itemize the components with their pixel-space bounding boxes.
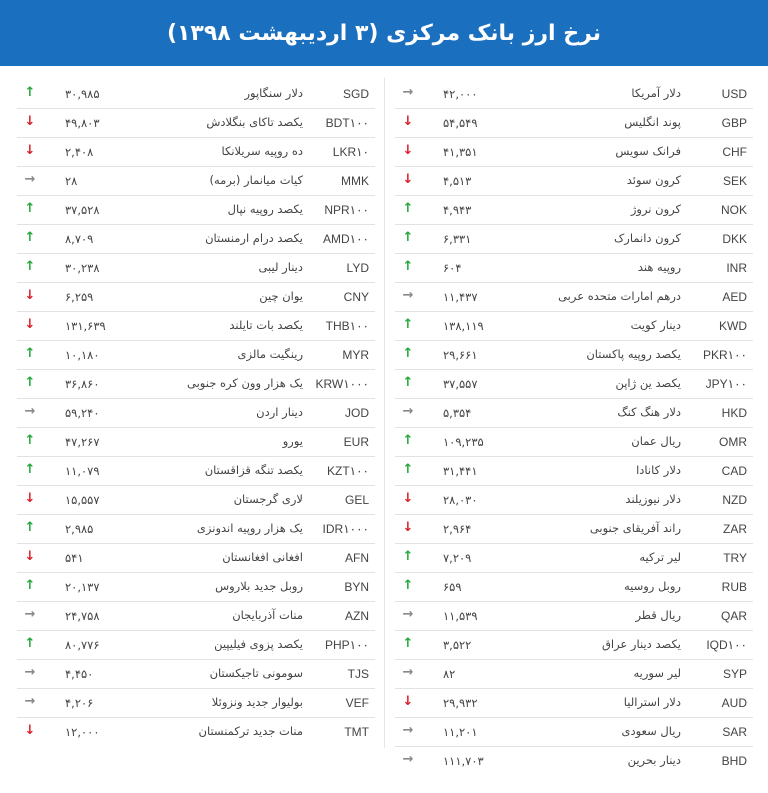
currency-code: MYR [342, 348, 369, 362]
exchange-rate: ۵۹,۲۴۰ [65, 406, 100, 420]
currency-code: SGD [342, 87, 369, 101]
currency-name: روپیه هند [637, 260, 681, 274]
rate-row [395, 283, 753, 312]
currency-code: LYD [346, 261, 369, 275]
arrow-up-icon: ↑ [402, 346, 414, 361]
currency-name: روبل جدید بلاروس [215, 579, 303, 593]
exchange-rate: ۱۰,۱۸۰ [65, 348, 100, 362]
exchange-rate: ۱۱,۲۰۱ [443, 725, 478, 739]
rate-row [17, 196, 375, 225]
arrow-up-icon: ↑ [24, 578, 36, 593]
arrow-up-icon: ↑ [402, 462, 414, 477]
currency-name: دلار استرالیا [623, 695, 681, 709]
currency-code: IQD۱۰۰ [706, 638, 747, 652]
currency-name: یکصد تنگه قزاقستان [204, 463, 303, 477]
arrow-right-icon: → [402, 404, 414, 419]
rate-row [17, 515, 375, 544]
arrow-up-icon: ↑ [24, 230, 36, 245]
arrow-right-icon: → [24, 694, 36, 709]
currency-code: HKD [721, 406, 747, 420]
arrow-up-icon: ↑ [402, 636, 414, 651]
rate-row [17, 138, 375, 167]
currency-code: PHP۱۰۰ [324, 638, 369, 652]
currency-code: BHD [721, 754, 747, 768]
currency-name: ریال عمان [631, 434, 681, 448]
arrow-down-icon: ↓ [402, 172, 414, 187]
currency-name: دلار آمریکا [631, 86, 681, 100]
arrow-down-icon: ↓ [24, 549, 36, 564]
rate-row [17, 283, 375, 312]
currency-name: رینگیت مالزی [237, 347, 303, 361]
rate-row [395, 747, 753, 776]
arrow-up-icon: ↑ [24, 462, 36, 477]
currency-name: یکصد ین ژاپن [615, 376, 681, 390]
exchange-rate: ۲۰,۱۳۷ [65, 580, 100, 594]
rate-row [17, 167, 375, 196]
exchange-rate: ۱۱,۰۷۹ [65, 464, 100, 478]
currency-name: دلار سنگاپور [244, 86, 303, 100]
rate-row [395, 399, 753, 428]
currency-name: فرانک سویس [615, 144, 681, 158]
exchange-rate: ۲۸,۰۳۰ [443, 493, 478, 507]
rate-row [395, 689, 753, 718]
currency-name: دینار لیبی [258, 260, 303, 274]
currency-name: دلار هنگ کنگ [617, 405, 681, 419]
currency-code: USD [721, 87, 747, 101]
rate-row [395, 370, 753, 399]
currency-code: AED [722, 290, 747, 304]
arrow-down-icon: ↓ [24, 143, 36, 158]
arrow-up-icon: ↑ [402, 259, 414, 274]
exchange-rate: ۱۰۹,۲۳۵ [443, 435, 484, 449]
arrow-down-icon: ↓ [402, 114, 414, 129]
rate-row [395, 167, 753, 196]
rate-row [17, 660, 375, 689]
exchange-rate: ۶۵۹ [443, 580, 462, 594]
arrow-right-icon: → [402, 288, 414, 303]
rate-row [395, 486, 753, 515]
arrow-down-icon: ↓ [24, 288, 36, 303]
currency-code: CNY [343, 290, 369, 304]
currency-name: کیات میانمار (برمه) [209, 173, 303, 187]
currency-name: ریال سعودی [621, 724, 681, 738]
exchange-rate: ۲,۴۰۸ [65, 145, 94, 159]
currency-code: PKR۱۰۰ [702, 348, 747, 362]
arrow-right-icon: → [24, 404, 36, 419]
rate-row [17, 225, 375, 254]
currency-name: دلار نیوزیلند [625, 492, 681, 506]
rate-row [17, 544, 375, 573]
currency-code: KRW۱۰۰۰ [315, 377, 369, 391]
currency-code: GEL [344, 493, 369, 507]
exchange-rate: ۴۹,۸۰۳ [65, 116, 100, 130]
currency-code: IDR۱۰۰۰ [322, 522, 369, 536]
currency-code: LKR۱۰ [332, 145, 369, 159]
exchange-rate: ۴۲,۰۰۰ [443, 87, 478, 101]
exchange-rate: ۱۱۱,۷۰۳ [443, 754, 484, 768]
rate-row [395, 457, 753, 486]
currency-name: یکصد تاکای بنگلادش [206, 115, 303, 129]
exchange-rate: ۳۷,۵۵۷ [443, 377, 478, 391]
rate-row [395, 515, 753, 544]
currency-code: NPR۱۰۰ [324, 203, 369, 217]
currency-code: AZN [345, 609, 369, 623]
arrow-right-icon: → [402, 723, 414, 738]
rates-column-right [395, 80, 753, 776]
currency-code: JOD [345, 406, 369, 420]
rate-row [17, 573, 375, 602]
arrow-up-icon: ↑ [402, 317, 414, 332]
arrow-right-icon: → [402, 607, 414, 622]
currency-name: یک هزار وون کره جنوبی [187, 376, 303, 390]
exchange-rate: ۲,۹۶۴ [443, 522, 472, 536]
currency-code: ZAR [723, 522, 747, 536]
currency-code: AUD [721, 696, 747, 710]
rate-row [17, 254, 375, 283]
rate-row [395, 544, 753, 573]
arrow-up-icon: ↑ [402, 375, 414, 390]
exchange-rate: ۱۳۱,۶۳۹ [65, 319, 106, 333]
exchange-rate: ۳۰,۲۳۸ [65, 261, 100, 275]
currency-name: ریال قطر [635, 608, 681, 622]
arrow-right-icon: → [24, 172, 36, 187]
currency-code: AFN [345, 551, 369, 565]
rate-row [395, 312, 753, 341]
currency-name: افغانی افغانستان [222, 550, 303, 564]
currency-code: JPY۱۰۰ [705, 377, 747, 391]
currency-code: KWD [719, 319, 747, 333]
exchange-rate: ۱۱,۵۳۹ [443, 609, 478, 623]
rate-row [17, 370, 375, 399]
rate-row [17, 109, 375, 138]
exchange-rate: ۵۴,۵۴۹ [443, 116, 478, 130]
exchange-rate: ۳۷,۵۲۸ [65, 203, 100, 217]
currency-code: TMT [344, 725, 369, 739]
exchange-rate: ۳۱,۴۴۱ [443, 464, 478, 478]
arrow-up-icon: ↑ [402, 578, 414, 593]
arrow-up-icon: ↑ [402, 433, 414, 448]
arrow-up-icon: ↑ [24, 433, 36, 448]
exchange-rate: ۲,۹۸۵ [65, 522, 94, 536]
currency-name: کرون دانمارک [614, 231, 681, 245]
exchange-rate: ۲۸ [65, 174, 78, 188]
currency-code: SYP [722, 667, 747, 681]
rate-row [395, 138, 753, 167]
currency-code: QAR [720, 609, 747, 623]
exchange-rate: ۵,۳۵۴ [443, 406, 472, 420]
rate-row [17, 486, 375, 515]
currency-code: DKK [722, 232, 747, 246]
exchange-rate: ۶,۲۵۹ [65, 290, 94, 304]
currency-name: یک هزار روپیه اندونزی [196, 521, 303, 535]
currency-code: KZT۱۰۰ [327, 464, 369, 478]
currency-name: منات جدید ترکمنستان [198, 724, 303, 738]
page-title: نرخ ارز بانک مرکزی (۳ اردیبهشت ۱۳۹۸) [166, 20, 602, 46]
currency-name: یوان چین [259, 289, 303, 303]
arrow-up-icon: ↑ [24, 346, 36, 361]
exchange-rate: ۲۹,۶۶۱ [443, 348, 478, 362]
currency-code: BDT۱۰۰ [325, 116, 369, 130]
exchange-rate: ۵۴۱ [65, 551, 84, 565]
currency-code: RUB [721, 580, 747, 594]
exchange-rate: ۴,۹۴۳ [443, 203, 472, 217]
arrow-up-icon: ↑ [402, 230, 414, 245]
rates-column-left [17, 80, 375, 747]
currency-code: VEF [345, 696, 369, 710]
arrow-up-icon: ↑ [24, 520, 36, 535]
header-banner [0, 0, 768, 66]
currency-name: دینار بحرین [627, 753, 681, 767]
rate-row [395, 428, 753, 457]
rate-row [17, 689, 375, 718]
currency-name: یکصد پزوی فیلیپین [214, 637, 303, 651]
arrow-down-icon: ↓ [24, 723, 36, 738]
exchange-rate: ۸,۷۰۹ [65, 232, 94, 246]
currency-code: INR [726, 261, 747, 275]
rate-row [17, 80, 375, 109]
currency-name: کرون سوئد [626, 173, 681, 187]
currency-code: GBP [721, 116, 747, 130]
currency-code: NZD [722, 493, 747, 507]
arrow-down-icon: ↓ [402, 520, 414, 535]
arrow-down-icon: ↓ [402, 143, 414, 158]
arrow-right-icon: → [24, 607, 36, 622]
currency-code: TRY [723, 551, 747, 565]
rate-row [395, 602, 753, 631]
rate-row [395, 341, 753, 370]
currency-name: بولیوار جدید ونزوئلا [211, 695, 303, 709]
currency-name: لاری گرجستان [233, 492, 303, 506]
arrow-right-icon: → [402, 85, 414, 100]
rate-row [395, 109, 753, 138]
currency-name: یورو [282, 434, 303, 448]
currency-code: CHF [722, 145, 747, 159]
arrow-up-icon: ↑ [24, 85, 36, 100]
arrow-down-icon: ↓ [24, 114, 36, 129]
currency-code: AMD۱۰۰ [322, 232, 369, 246]
currency-name: پوند انگلیس [624, 115, 681, 129]
arrow-up-icon: ↑ [24, 375, 36, 390]
arrow-right-icon: → [24, 665, 36, 680]
currency-code: EUR [343, 435, 369, 449]
exchange-rate: ۱۵,۵۵۷ [65, 493, 100, 507]
rate-row [395, 196, 753, 225]
rate-row [17, 631, 375, 660]
currency-name: راند آفریقای جنوبی [589, 521, 681, 535]
currency-name: روبل روسیه [623, 579, 681, 593]
rate-row [395, 718, 753, 747]
rate-row [395, 631, 753, 660]
exchange-rate: ۴,۵۱۳ [443, 174, 472, 188]
currency-code: OMR [719, 435, 747, 449]
currency-name: لیر ترکیه [639, 550, 681, 564]
arrow-down-icon: ↓ [24, 491, 36, 506]
exchange-rate: ۲۴,۷۵۸ [65, 609, 100, 623]
currency-code: SEK [722, 174, 747, 188]
exchange-rate: ۸۲ [443, 667, 456, 681]
exchange-rate: ۳۶,۸۶۰ [65, 377, 100, 391]
arrow-right-icon: → [402, 665, 414, 680]
rate-row [17, 602, 375, 631]
arrow-right-icon: → [402, 752, 414, 767]
exchange-rate: ۷,۲۰۹ [443, 551, 472, 565]
exchange-rate: ۲۹,۹۳۲ [443, 696, 478, 710]
currency-name: یکصد روپیه پاکستان [586, 347, 681, 361]
currency-name: منات آذربایجان [232, 608, 303, 622]
exchange-rate: ۱۲,۰۰۰ [65, 725, 100, 739]
rate-row [17, 341, 375, 370]
rate-row [17, 399, 375, 428]
arrow-up-icon: ↑ [24, 636, 36, 651]
arrow-down-icon: ↓ [402, 491, 414, 506]
currency-name: یکصد درام ارمنستان [205, 231, 303, 245]
currency-code: SAR [722, 725, 747, 739]
rate-row [17, 312, 375, 341]
column-divider [384, 78, 385, 748]
rate-row [395, 573, 753, 602]
rate-row [17, 718, 375, 747]
arrow-up-icon: ↑ [24, 259, 36, 274]
exchange-rate: ۳,۵۲۲ [443, 638, 472, 652]
exchange-rate: ۴,۴۵۰ [65, 667, 94, 681]
currency-code: MMK [341, 174, 369, 188]
currency-name: یکصد روپیه نپال [227, 202, 303, 216]
exchange-rate: ۱۳۸,۱۱۹ [443, 319, 484, 333]
currency-name: سومونی تاجیکستان [209, 666, 303, 680]
exchange-rate: ۴,۲۰۶ [65, 696, 94, 710]
rate-row [395, 225, 753, 254]
rate-row [17, 428, 375, 457]
rate-row [17, 457, 375, 486]
currency-name: یکصد بات تایلند [229, 318, 303, 332]
currency-code: THB۱۰۰ [325, 319, 369, 333]
exchange-rate: ۱۱,۴۳۷ [443, 290, 478, 304]
currency-name: کرون نروژ [630, 202, 681, 216]
currency-code: TJS [347, 667, 369, 681]
currency-name: لیر سوریه [633, 666, 681, 680]
exchange-rate: ۴۱,۳۵۱ [443, 145, 478, 159]
currency-name: دینار اردن [256, 405, 303, 419]
exchange-rate: ۶۰۴ [443, 261, 462, 275]
arrow-up-icon: ↑ [402, 201, 414, 216]
exchange-rate: ۶,۳۳۱ [443, 232, 472, 246]
currency-name: ده روپیه سریلانکا [221, 144, 303, 158]
exchange-rate: ۳۰,۹۸۵ [65, 87, 100, 101]
exchange-rate: ۴۷,۲۶۷ [65, 435, 100, 449]
rate-row [395, 660, 753, 689]
arrow-up-icon: ↑ [402, 549, 414, 564]
currency-name: دلار کانادا [636, 463, 681, 477]
arrow-down-icon: ↓ [402, 694, 414, 709]
rate-row [395, 80, 753, 109]
currency-code: BYN [344, 580, 369, 594]
currency-name: دینار کویت [630, 318, 681, 332]
arrow-down-icon: ↓ [24, 317, 36, 332]
exchange-rate: ۸۰,۷۷۶ [65, 638, 100, 652]
currency-code: NOK [720, 203, 747, 217]
rate-row [395, 254, 753, 283]
arrow-up-icon: ↑ [24, 201, 36, 216]
currency-name: درهم امارات متحده عربی [558, 289, 681, 303]
currency-name: یکصد دینار عراق [601, 637, 681, 651]
currency-code: CAD [721, 464, 747, 478]
